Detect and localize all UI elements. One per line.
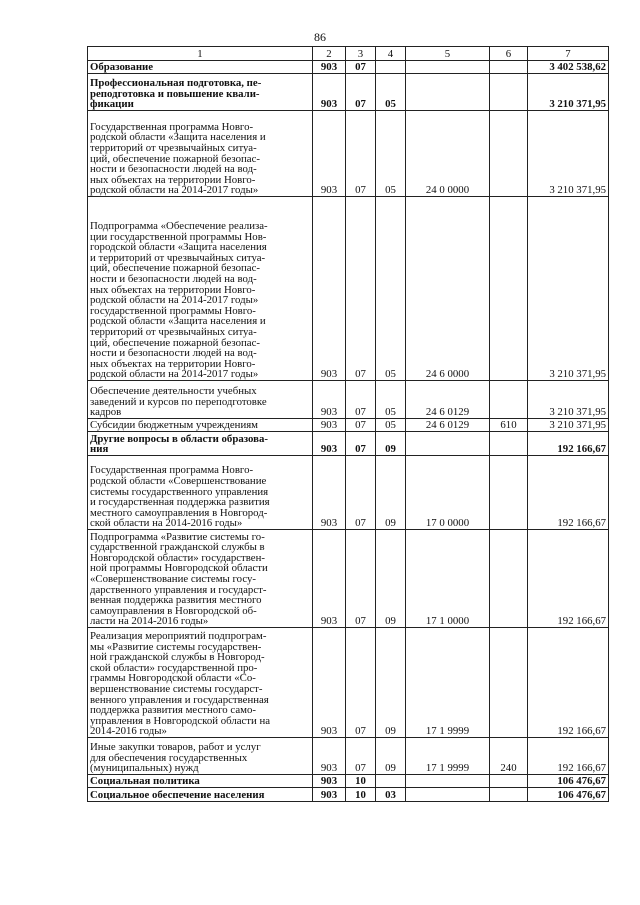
table-row xyxy=(88,381,609,419)
description-line: ных объектах на территории Новго- xyxy=(90,283,256,296)
expense-type-code xyxy=(490,74,528,111)
description-line: Реализация мероприятий подпрограм- xyxy=(90,630,267,643)
expense-type-code xyxy=(490,197,528,381)
row-description xyxy=(88,61,313,74)
section-code: 07 xyxy=(346,432,376,456)
description-line: кадров xyxy=(90,406,122,419)
expense-type-code xyxy=(490,775,528,788)
section-code: 07 xyxy=(346,628,376,738)
row-description xyxy=(88,432,313,456)
description-line: Профессиональная подготовка, пе- xyxy=(90,77,262,90)
target-article-code xyxy=(406,788,490,802)
amount: 192 166,67 xyxy=(528,530,609,628)
ministry-code: 903 xyxy=(313,628,346,738)
target-article-code: 24 6 0129 xyxy=(406,419,490,432)
table-row xyxy=(88,419,609,432)
description-line: Социальная политика xyxy=(90,775,200,788)
ministry-code: 903 xyxy=(313,74,346,111)
ministry-code: 903 xyxy=(313,432,346,456)
section-code: 10 xyxy=(346,788,376,802)
row-description xyxy=(88,788,313,802)
amount: 192 166,67 xyxy=(528,456,609,530)
description-line: Образование xyxy=(90,61,154,74)
row-description xyxy=(88,74,313,111)
subsection-code: 05 xyxy=(376,197,406,381)
amount: 192 166,67 xyxy=(528,738,609,775)
section-code: 07 xyxy=(346,456,376,530)
header-col-3: 3 xyxy=(346,47,376,61)
description-line: 2014-2016 годы» xyxy=(90,725,167,738)
description-line: ной программы Новгородской области xyxy=(90,562,268,575)
row-description xyxy=(88,628,313,738)
description-line: ской области» государственной про- xyxy=(90,661,258,674)
description-line: самоуправления в Новгородской об- xyxy=(90,604,257,617)
description-line: Обеспечение деятельности учебных xyxy=(90,385,257,398)
section-code: 07 xyxy=(346,111,376,197)
subsection-code xyxy=(376,61,406,74)
description-line: управления в Новгородской области на xyxy=(90,714,271,727)
row-description xyxy=(88,197,313,381)
description-line: ния xyxy=(90,443,109,456)
subsection-code: 09 xyxy=(376,628,406,738)
header-col-7: 7 xyxy=(528,47,609,61)
section-code: 10 xyxy=(346,775,376,788)
header-col-6: 6 xyxy=(490,47,528,61)
section-code: 07 xyxy=(346,530,376,628)
expense-type-code xyxy=(490,456,528,530)
target-article-code: 17 1 9999 xyxy=(406,628,490,738)
description-line: Подпрограмма «Обеспечение реализа- xyxy=(90,220,268,233)
table-row xyxy=(88,738,609,775)
row-description xyxy=(88,381,313,419)
description-line: ных объектах на территории Новго- xyxy=(90,357,256,370)
amount: 3 210 371,95 xyxy=(528,419,609,432)
description-line: ции государственной программы Нов- xyxy=(90,230,267,243)
description-line: сударственной гражданской службы в xyxy=(90,541,265,554)
target-article-code: 24 0 0000 xyxy=(406,111,490,197)
table-row xyxy=(88,61,609,74)
amount: 3 210 371,95 xyxy=(528,197,609,381)
description-line: территорий от чрезвычайных ситуа- xyxy=(90,142,257,155)
subsection-code: 05 xyxy=(376,419,406,432)
table-row xyxy=(88,530,609,628)
expense-type-code xyxy=(490,432,528,456)
description-line: венная поддержка развития местного xyxy=(90,594,262,607)
description-line: родской области на 2014-2017 годы» xyxy=(90,294,259,307)
description-line: мы «Развитие системы государствен- xyxy=(90,640,262,653)
budget-table xyxy=(87,46,609,802)
header-col-1: 1 xyxy=(88,47,313,61)
header-col-5: 5 xyxy=(406,47,490,61)
header-col-2: 2 xyxy=(313,47,346,61)
section-code: 07 xyxy=(346,738,376,775)
target-article-code xyxy=(406,61,490,74)
section-code: 07 xyxy=(346,74,376,111)
ministry-code: 903 xyxy=(313,775,346,788)
description-line: (муниципальных) нужд xyxy=(90,762,199,775)
description-line: ности и безопасности людей на вод- xyxy=(90,347,257,360)
table-row xyxy=(88,775,609,788)
description-line: Иные закупки товаров, работ и услуг xyxy=(90,741,261,754)
section-code: 07 xyxy=(346,419,376,432)
description-line: «Совершенствование системы госу- xyxy=(90,573,256,586)
description-line: Подпрограмма «Развитие системы го- xyxy=(90,530,265,543)
target-article-code: 24 6 0000 xyxy=(406,197,490,381)
description-line: для обеспечения государственных xyxy=(90,751,248,764)
description-line: ций, обеспечение пожарной безопас- xyxy=(90,152,260,165)
row-description xyxy=(88,530,313,628)
amount: 106 476,67 xyxy=(528,775,609,788)
row-description xyxy=(88,456,313,530)
amount: 192 166,67 xyxy=(528,432,609,456)
description-line: ности и безопасности людей на вод- xyxy=(90,163,257,176)
subsection-code: 09 xyxy=(376,456,406,530)
expense-type-code: 240 xyxy=(490,738,528,775)
ministry-code: 903 xyxy=(313,530,346,628)
target-article-code: 17 1 0000 xyxy=(406,530,490,628)
description-line: дарственного управления и государст- xyxy=(90,583,267,596)
ministry-code: 903 xyxy=(313,419,346,432)
target-article-code: 17 0 0000 xyxy=(406,456,490,530)
description-line: Новгородской области» государствен- xyxy=(90,551,265,564)
description-line: Государственная программа Новго- xyxy=(90,120,254,133)
ministry-code: 903 xyxy=(313,788,346,802)
description-line: местного самоуправления в Новгород- xyxy=(90,506,268,519)
description-line: Социальное обеспечение населения xyxy=(90,789,265,802)
target-article-code xyxy=(406,775,490,788)
page-number: 86 xyxy=(314,30,326,44)
subsection-code: 09 xyxy=(376,738,406,775)
target-article-code: 17 1 9999 xyxy=(406,738,490,775)
table-row xyxy=(88,197,609,381)
description-line: родской области на 2014-2017 годы» xyxy=(90,184,259,197)
description-line: ности и безопасности людей на вод- xyxy=(90,273,257,286)
table-row xyxy=(88,111,609,197)
table-row xyxy=(88,456,609,530)
description-line: и территорий от чрезвычайных ситуа- xyxy=(90,251,266,264)
description-line: венного управления и государственная xyxy=(90,693,269,706)
table-row xyxy=(88,432,609,456)
subsection-code: 09 xyxy=(376,432,406,456)
target-article-code: 24 6 0129 xyxy=(406,381,490,419)
expense-type-code: 610 xyxy=(490,419,528,432)
description-line: ций, обеспечение пожарной безопас- xyxy=(90,262,260,275)
target-article-code xyxy=(406,74,490,111)
row-description xyxy=(88,419,313,432)
amount: 3 210 371,95 xyxy=(528,111,609,197)
description-line: ной гражданской службы в Новгород- xyxy=(90,651,265,664)
target-article-code xyxy=(406,432,490,456)
amount: 106 476,67 xyxy=(528,788,609,802)
description-line: вершенствование системы государст- xyxy=(90,683,263,696)
description-line: государственной программы Новго- xyxy=(90,304,256,317)
description-line: системы государственного управления xyxy=(90,485,269,498)
description-line: родской области «Защита населения и xyxy=(90,131,266,144)
subsection-code: 05 xyxy=(376,74,406,111)
expense-type-code xyxy=(490,628,528,738)
subsection-code: 05 xyxy=(376,111,406,197)
expense-type-code xyxy=(490,111,528,197)
description-line: ласти на 2014-2016 годы» xyxy=(90,615,209,628)
expense-type-code xyxy=(490,61,528,74)
description-line: Другие вопросы в области образова- xyxy=(90,432,268,445)
description-line: граммы Новгородской области «Со- xyxy=(90,672,256,685)
row-description xyxy=(88,775,313,788)
description-line: поддержка развития местного само- xyxy=(90,704,256,717)
amount: 3 210 371,95 xyxy=(528,381,609,419)
table-row xyxy=(88,788,609,802)
description-line: родской области на 2014-2017 годы» xyxy=(90,368,259,381)
amount: 192 166,67 xyxy=(528,628,609,738)
row-description xyxy=(88,111,313,197)
description-line: родской области «Совершенствование xyxy=(90,475,267,488)
expense-type-code xyxy=(490,788,528,802)
description-line: Государственная программа Новго- xyxy=(90,464,254,477)
subsection-code: 09 xyxy=(376,530,406,628)
amount: 3 210 371,95 xyxy=(528,74,609,111)
budget-table-body xyxy=(88,47,609,802)
ministry-code: 903 xyxy=(313,456,346,530)
column-number-header-row xyxy=(88,47,609,61)
ministry-code: 903 xyxy=(313,111,346,197)
description-line: территорий от чрезвычайных ситуа- xyxy=(90,326,257,339)
amount: 3 402 538,62 xyxy=(528,61,609,74)
ministry-code: 903 xyxy=(313,61,346,74)
subsection-code: 05 xyxy=(376,381,406,419)
description-line: ных объектах на территории Новго- xyxy=(90,173,256,186)
expense-type-code xyxy=(490,530,528,628)
ministry-code: 903 xyxy=(313,381,346,419)
description-line: реподготовка и повышение квали- xyxy=(90,87,260,100)
subsection-code: 03 xyxy=(376,788,406,802)
description-line: фикации xyxy=(90,98,134,111)
description-line: ской области на 2014-2016 годы» xyxy=(90,517,243,530)
ministry-code: 903 xyxy=(313,197,346,381)
description-line: ций, обеспечение пожарной безопас- xyxy=(90,336,260,349)
section-code: 07 xyxy=(346,61,376,74)
subsection-code xyxy=(376,775,406,788)
description-line: Субсидии бюджетным учреждениям xyxy=(90,419,259,432)
description-line: городской области «Защита населения xyxy=(90,241,267,254)
expense-type-code xyxy=(490,381,528,419)
section-code: 07 xyxy=(346,197,376,381)
header-col-4: 4 xyxy=(376,47,406,61)
ministry-code: 903 xyxy=(313,738,346,775)
section-code: 07 xyxy=(346,381,376,419)
description-line: родской области «Защита населения и xyxy=(90,315,266,328)
description-line: заведений и курсов по переподготовке xyxy=(90,395,267,408)
table-row xyxy=(88,74,609,111)
row-description xyxy=(88,738,313,775)
description-line: и государственная поддержка развития xyxy=(90,496,270,509)
table-row xyxy=(88,628,609,738)
